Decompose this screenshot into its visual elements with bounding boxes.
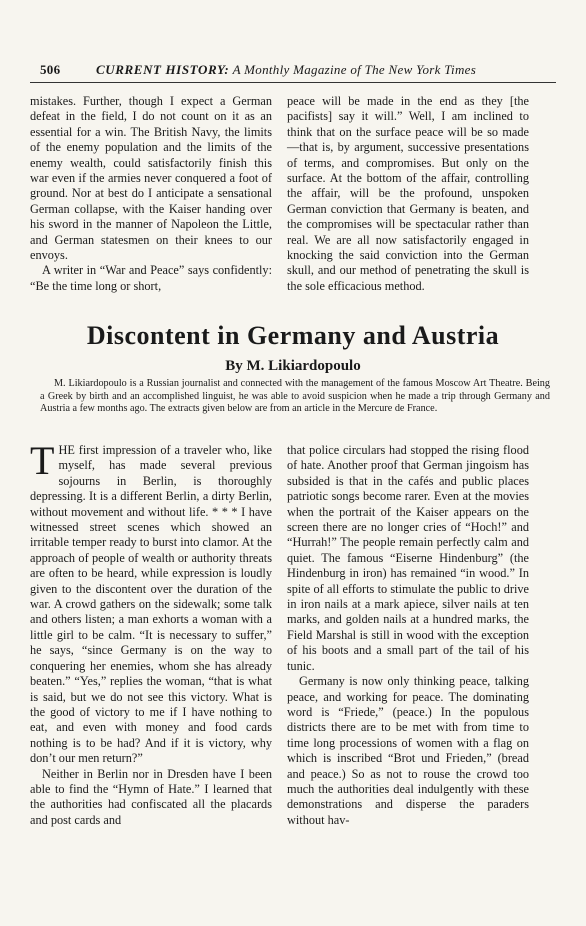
paragraph: Germany is now only thinking peace, talking peace, and working for peace. The dominating word is “Friede,” (peace.) In the populous districts there are to be met with from time to time long processions of women with a flag on which is inscribed “Brot und Frieden,” (bread and peace.) So as not to rouse the crowd too much the authorities deal indulgently with these demonstrations and disperse the paraders without hav- <box>287 674 529 827</box>
editor-intro <box>40 378 550 416</box>
article-byline: By M. Likiardopoulo <box>225 358 361 374</box>
paragraph: peace will be made in the end as they [the pacifists] say it will.” Well, I am inclined to think that on the surface peace will be so made—that is, by argument, successive presentations of terms, and compromises. But only on the surface. At the bottom of the affair, controlling the affair, will be the profound, unspoken German conviction that Germany is beaten, and the compromises will be spectacular rather than real. We are all now satisfactorily engaged in knocking the said conviction into the German skull, and our method of penetrating the skull is the sole efficacious method. <box>287 94 529 293</box>
page-number: 506 <box>40 62 61 77</box>
paragraph-text: HE first impression of a traveler who, like myself, has made several previous sojourns in Berlin, is thoroughly depressing. It is a different Berlin, a dirty Berlin, without movement and without life. * * * I have witnessed street scenes which showed an irritable temper ready to burst into clamor. At the approach of people of wealth or authority threats are often to be heard, while expression is loudly given to the discontent over the duration of the war. A crowd gathers on the sidewalk; some talk and others listen; a man exhorts a woman with a little girl to be calm. “It is necessary to suffer,” he says, “since Germany is on the way to conquering her enemies, whom she has already beaten.” “Yes,” replies the woman, “that is what is said, but we do not see this victory. What is the good of victory to me if I have nothing to eat, and even with money and food cards nothing is to be had? And if it is victory, why don’t our men return?” <box>30 443 272 766</box>
article-right-column <box>287 443 529 828</box>
magazine-subtitle: A Monthly Magazine of The New York Times <box>232 62 477 77</box>
magazine-name: CURRENT HISTORY: <box>96 62 230 77</box>
prev-article-right-column <box>287 94 529 294</box>
paragraph: mistakes. Further, though I expect a German defeat in the field, I do not count on it as an essential for a win. The British Navy, the limits of the enemy population and the limits of the enemy wealth, could satisfactorily finish this war even if the armies never conquered a foot of ground. Nor at best do I anticipate a sensational German collapse, with the Kaiser handing over his sword in the manner of Napoleon the Little, and German statesmen on their knees to our envoys. <box>30 94 272 263</box>
article-left-column <box>30 438 272 828</box>
paragraph <box>30 438 272 767</box>
running-title <box>96 62 476 78</box>
page-header <box>30 60 556 83</box>
paragraph: Neither in Berlin nor in Dresden have I been able to find the “Hymn of Hate.” I learned that the authorities had confiscated all the placards and post cards and <box>30 766 272 827</box>
article-title: Discontent in Germany and Austria <box>86 321 500 350</box>
intro-text: M. Likiardopoulo is a Russian journalist and connected with the management of the famous Moscow Art Theatre. Being a Greek by birth and an accomplished linguist, he was able to avoid suspicion when he made a trip through Germany and Austria a few months ago. The extracts given below are from an article in the Mercure de France. <box>40 378 550 415</box>
prev-article-left-column <box>30 94 272 294</box>
drop-cap: T <box>30 438 55 483</box>
paragraph: A writer in “War and Peace” says confidently: “Be the time long or short, <box>30 263 272 293</box>
paragraph: that police circulars had stopped the rising flood of hate. Another proof that German jingoism has subsided is that in the cafés and public places patriotic songs become rarer. Even at the movies when the portrait of the Kaiser appears on the screen there are no longer cries of “Hoch!” and “Hurrah!” The people remain perfectly calm and quiet. The famous “Eiserne Hindenburg” (the Hindenburg in iron) has remained “in wood.” In spite of all efforts to stimulate the public to drive in iron nails at a mark apiece, silver nails at ten marks, and golden nails at a hundred marks, the Field Marshal is still in wood with the exception of his boots and a small part of the tail of his tunic. <box>287 443 529 673</box>
